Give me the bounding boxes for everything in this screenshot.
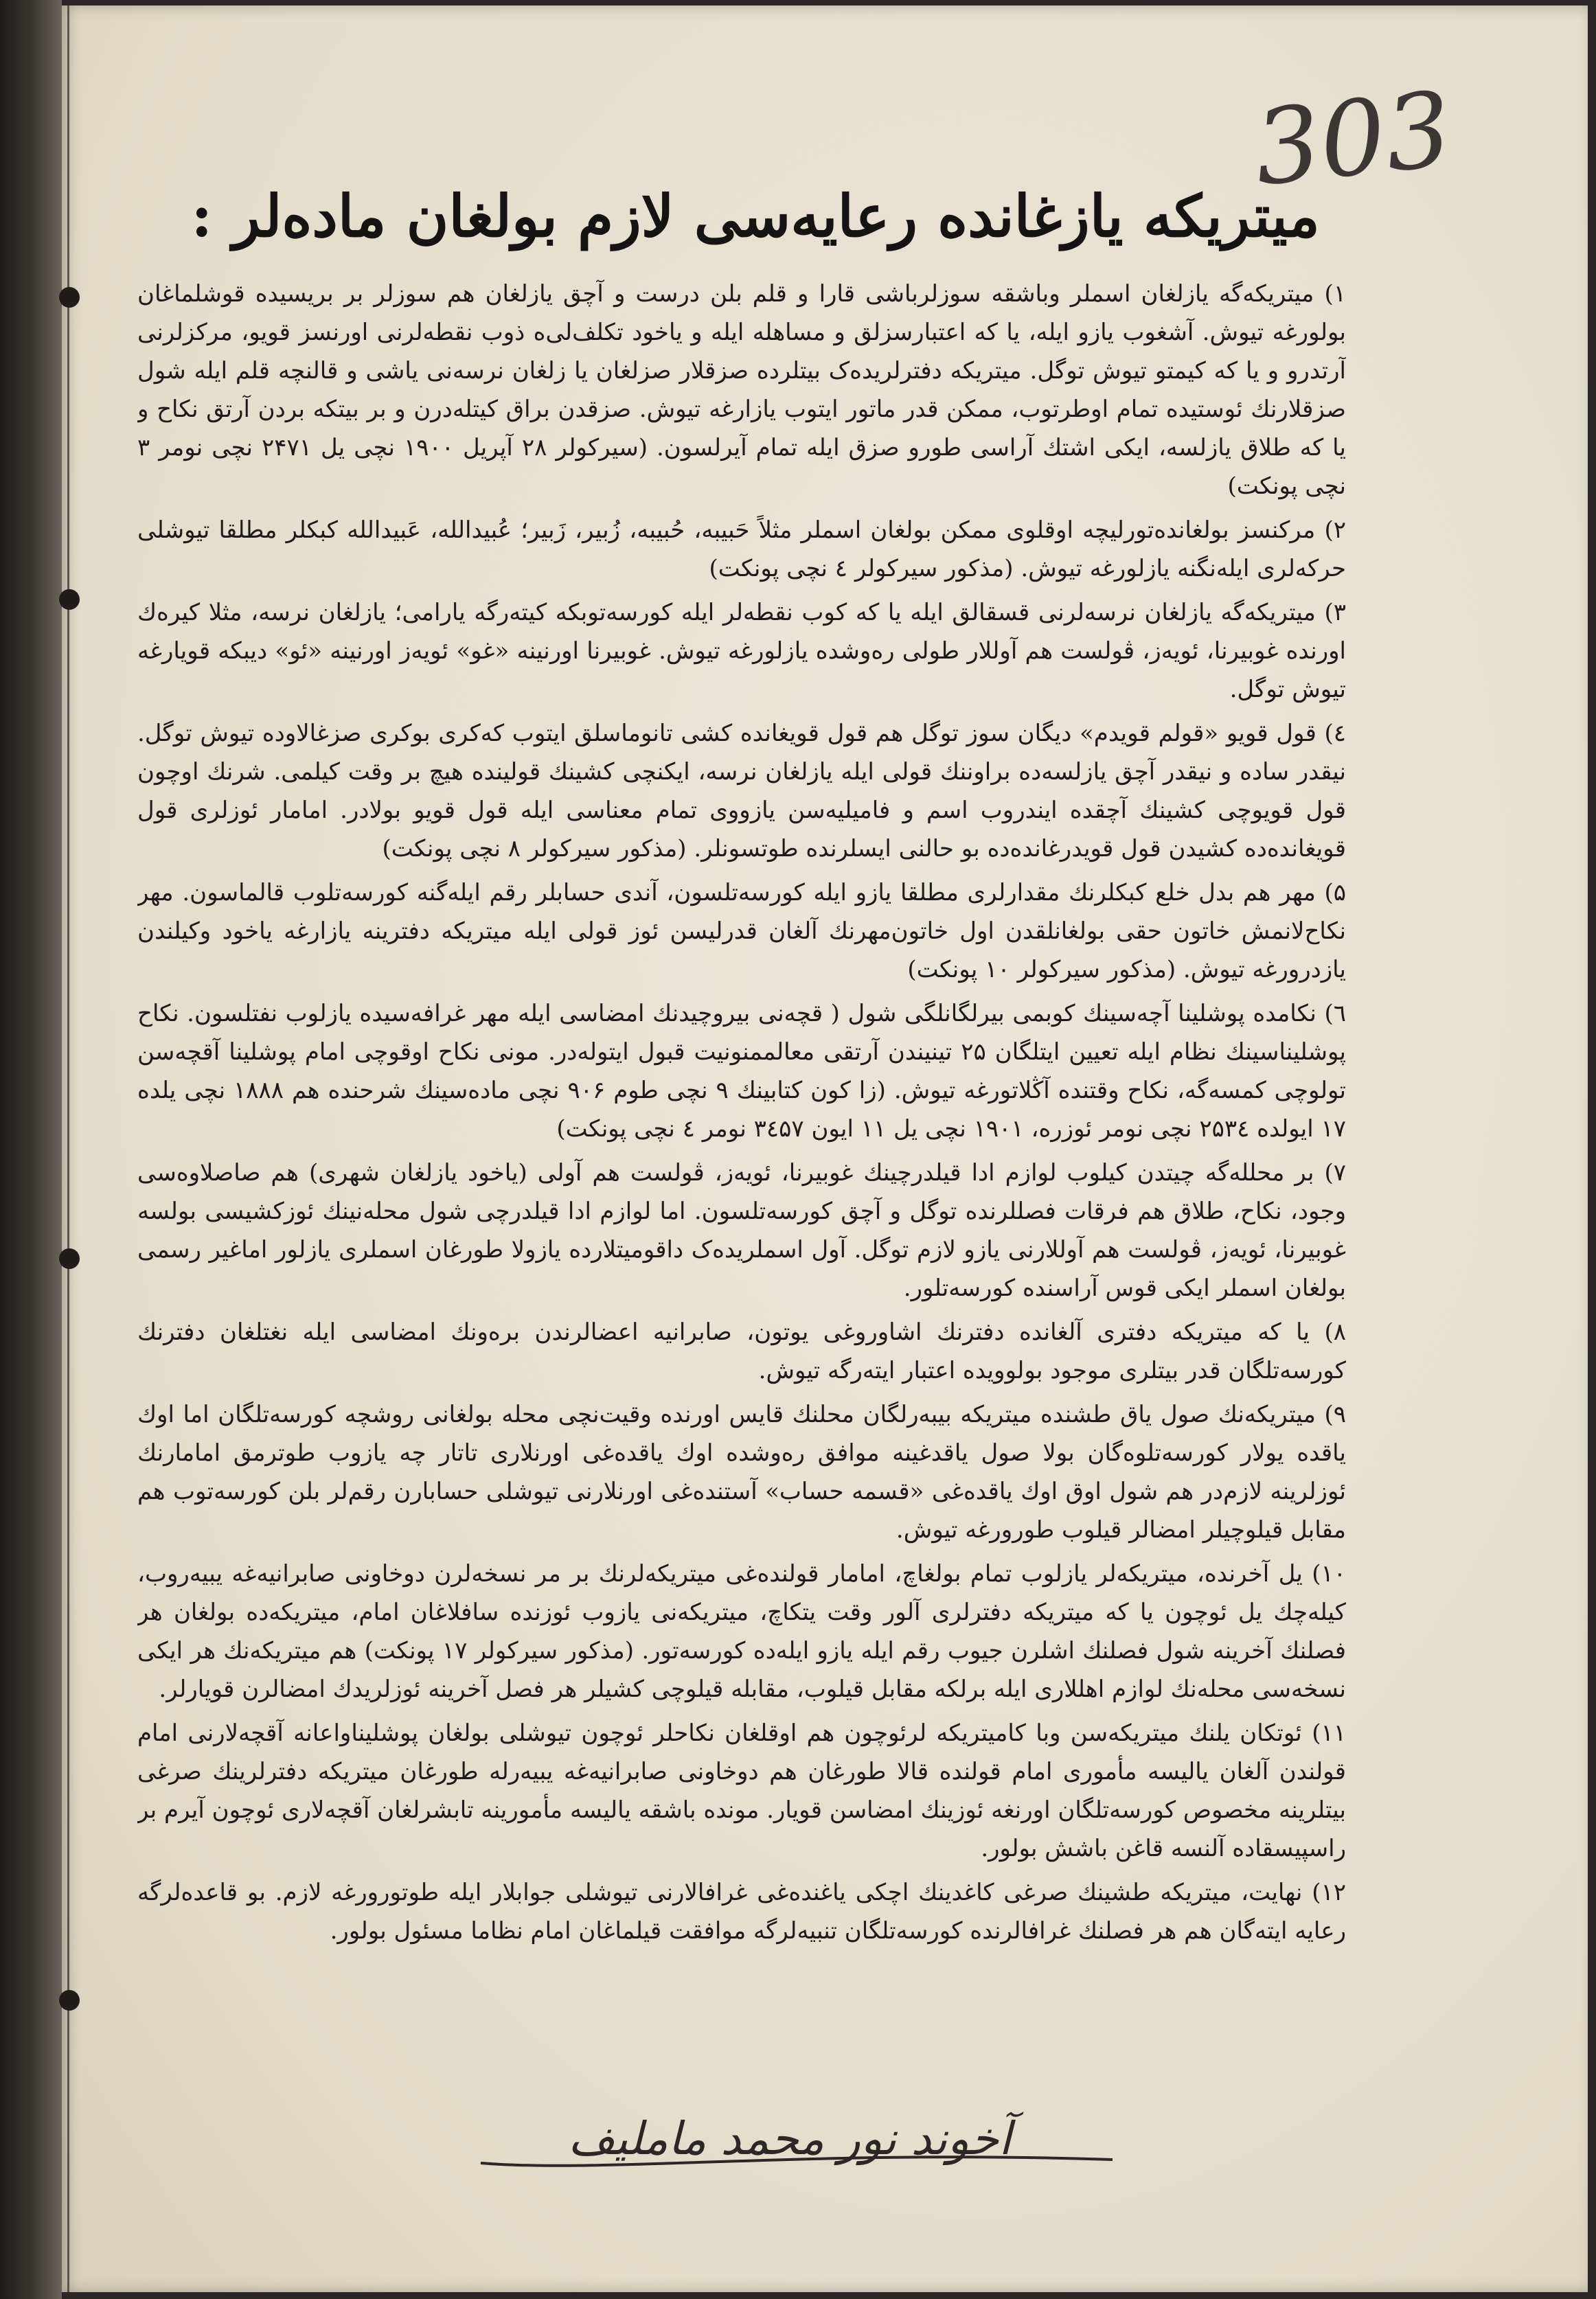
paragraph-8: ۸) یا که میتریکه دفتری آلغانده دفترنك اشاوروغی یوتون، صابرانیه اعضالرندن بره‌ونك امضاسی ایله نغتلغان دفترنك کورسه‌تلگان قدر بیتلری موجود بولوویده اعتبار ایته‌رگه تیوش. <box>137 1318 1346 1384</box>
book-spine <box>0 0 62 2299</box>
paragraph-9: ۹) میتریکه‌نك صول یاق طشنده میتریکه بیبه‌رلگان محلنك قایس اورنده وقیت‌نچی محله بولغانی روشچه کورسه‌تلگان اما اوك یاقده یولار کورسه‌تلوه‌گان بولا صول یاقدغینه موافق ره‌وشده اوك یاقده‌غی اورنلاری تاتار چه یازوب طوترمق امامارنك ئوزلرینه لازم‌در هم شول اوق اوك یاقده‌غی «قسمه‌ حساب» آستنده‌غی اورنلارنی تیوشلی حسابارن رقم‌لر بلن کورسه‌توب هم مقابل قیلوچیلر امضالر قیلوب طورورغه تیوش. <box>137 1401 1346 1544</box>
signature-flourish <box>467 2136 1126 2177</box>
paragraph-5: ۵) مهر هم بدل خلع کبکلرنك مقدارلری مطلقا یازو ایله کورسه‌تلسون، آندی حسابلر رقم ایله‌گنه کورسه‌تلوب قالماسون. مهر نکاح‌لانمش خاتون حقی بولغانلقدن اول خاتون‌مهرنك آلغان قدرلیسن ئوز قولی ایله میتریکه دفترینه یازارغه یاخود وکیلندن یازدرورغه تیوش. (مذکور سیرکولر ۱۰ پونکت) <box>137 879 1346 983</box>
paragraph-10: ۱۰) یل آخرنده، میتریکه‌لر یازلوب تمام بولغاچ، امامار قولنده‌غی میتریکه‌لرنك بر مر نسخه‌لرن دوخاونی صابرانیه‌غه یبیه‌روب، کیله‌چك یل ئوچون یا که میتریکه دفترلری آلور وقت یتکاچ، میتریکه‌نی یازوب ئوزنده سافلاغان امام، میتریکه‌ده بولغان هر فصلنك آخرینه شول فصلنك اشلرن جیوب رقم ایله یازو ایله‌ده کورسه‌تور. (مذکور سیرکولر ۱۷ پونکت) هم میتریکه‌نك هر ایکی نسخه‌سی محله‌نك لوازم اهللاری ایله برلکه مقابل قیلوب، مقابله قیلوچی کشیلر هر فصل آخرینه ئوزلریدك امضالرن قویارلر. <box>137 1560 1346 1703</box>
paragraph-11: ۱۱) ئوتکان یلنك میتریکه‌سن وبا کامیتریکه لرئوچون هم اوقلغان نکاحلر ئوچون تیوشلی بولغان پوشلیناواعانه آقچه‌لارنی امام قولندن آلغان یالیسه مأموری امام قولنده قالا طورغان هم دوخاونی صابرانیه‌غه یبیه‌رله طورغان میتریکه دفترلرینك صرغی بیتلرینه مخصوص کورسه‌تلگان اورنغه ئوزینك امضاسن قویار. مونده باشقه یالیسه مأمورینه تابشرلغان آقچه‌لاری ئوچون آیرم بر راسپیسقاده آلنسه قاغن باشش بولور. <box>137 1719 1346 1862</box>
page-title: میتریکه یازغانده رعایه‌سی لازم بولغان ماده‌لر : <box>191 182 1320 250</box>
paragraph-3: ۳) میتریکه‌گه یازلغان نرسه‌لرنی قسقالق ایله یا که کوب نقطه‌لر ایله کورسه‌توبکه کیته‌رگه یارامی؛ یازلغان نرسه، مثلا کیره‌ك اورنده غوبیرنا، ئویه‌ز، ڤولست هم آوللار طولی ره‌وشده یازلورغه تیوش. غوبیرنا اورنینه «غو» ئویه‌ز اورنینه «ئو» دیبکه قویارغه تیوش توگل. <box>137 599 1346 703</box>
paragraph-4: ٤) قول قویو «قولم قویدم» دیگان سوز توگل هم قول قویغانده کشی تانوماسلق ایتوب که‌کری بوکری صزغالاوده تیوش توگل. نیقدر ساده و نیقدر آچق یازلسه‌ده براوننك قولی ایله یازلغان نرسه، ایکنچی کشینك قولینده هیچ بر وقت کیلمی. شرنك اوچون قول قویوچی کشینك آچقده ایندروب اسم و فامیلیه‌سن یازووی تمام معناسی ایله قول قویو بولادر. امامار ئوزلری قول قویغانده‌ده کشیدن قول قویدرغانده‌ده بو حالنی ایسلرنده طوتسونلر. (مذکور سیرکولر ۸ نچی پونکت) <box>137 720 1346 862</box>
binding-hole <box>59 1990 80 2011</box>
folio-number: 303 <box>1249 69 1457 209</box>
document-body <box>137 275 1346 2088</box>
binding-hole <box>59 287 80 308</box>
paragraph-6: ٦) نکامده پوشلینا آچه‌سینك کوبمی بیرلگانلگی شول ( قچه‌نی بیروچیدنك امضاسی ایله مهر غرافه‌سیده یازلوب نفتلسون. نکاح پوشلیناسینك نظام ایله تعیین ایتلگان ۲۵ تینیندن آرتقی معالممنونیت قبول ایتوله‌در. مونی نکاح اوقوچی امام پوشلینا آقچه‌سن تولوچی کمسه‌گه، نکاح وقتنده آڭلاتورغه تیوش. (زا کون کتابینك ۹ نچی طوم ۹۰۶ نچی ماده‌سینك شرحنده هم ۱۸۸۸ نچی یلده ۱۷ ایولده ۲۵۳٤ نچی نومر ئوزره، ۱۹۰۱ نچی یل ۱۱ ایون ۳٤۵۷ نومر ٤ نچی پونکت) <box>137 1000 1346 1143</box>
paragraph-2: ۲) مرکنسز بولغانده‌تورلیچه اوقلوی ممکن بولغان اسملر مثلاً حَبیبه، حُبیبه، زُبیر، زَبیر؛ عُبیدالله، عَبیدالله کبکلر مطلقا تیوشلی حرکه‌لری ایله‌نگنه یازلورغه تیوش. (مذکور سیرکولر ٤ نچی پونکت) <box>137 516 1346 582</box>
binding-hole <box>59 1248 80 1269</box>
binding-edge <box>67 5 69 2292</box>
signature: آخوند نور محمد ماملیف <box>568 2112 1012 2165</box>
paragraph-7: ۷) بر محلله‌گه چیتدن کیلوب لوازم ادا قیلدرچینك غوبیرنا، ئویه‌ز، ڤولست هم آولی (یاخود یازلغان شهری) هم صاصلاوه‌سی وجود، نکاح، طلاق هم فرقات فصللرنده توگل و آچق کورسه‌تلسون. اما لوازم ادا قیلدرچی شول محله‌نینك ئوزکشیسی بولسه غوبیرنا، ئویه‌ز، ڤولست هم آوللارنی یازو لازم توگل. آول اسملریده‌ک داقومیتلارده یازولا طورغان اسملری یازلور اماغیر رسمی بولغان اسملر ایکی قوس آراسنده کورسه‌تلور. <box>137 1159 1346 1302</box>
paragraph-12: ۱۲) نهایت، میتریکه طشینك صرغی کاغدینك اچکی یاغنده‌غی غرافالارنی تیوشلی جوابلار ایله طوتورورغه لازم. بو قاعده‌لرگه رعایه ایته‌گان هم هر فصلنك غرافالرنده کورسه‌تلگان تنبیه‌لرگه موافقت قیلماغان امام نظاما مسئول بولور. <box>137 1879 1346 1945</box>
paragraph-1: ۱) میتریکه‌گه یازلغان اسملر وباشقه سوزلرباشی قارا و قلم بلن درست و آچق یازلغان هم سوزلر بر بریسیده قوشلماغان بولورغه تیوش. آشغوب یازو ایله، یا که اعتبارسزلق و مساهله ایله و یاخود تکلف‌لی‌ه‌ ذوب نقطه‌لرنی اورنسز قویو، مرکزلرنی آرتدرو و یا که کیمتو تیوش توگل. میتریکه دفترلریده‌ک بیتلرده صزقلار صزلغان یا زلغان نرسه‌نی یاشی و قالنچه قلم ایله شول صزقلارنك ئوستیده تمام اوطرتوب، ممکن قدر ماتور ایتوب یازارغه تیوش. صزقدن براق کیتله‌درن و بر بیتکه بردن آرتق نکاح و یا که طلاق یازلسه، ایکی اشتك آراسی طورو صزق ایله تمام آیرلسون. (سیرکولر ۲۸ آپریل ۱۹۰۰ نچی یل ۲۴۷۱ نچی نومر ۳ نچی پونکت) <box>137 280 1346 500</box>
binding-hole <box>59 589 80 610</box>
